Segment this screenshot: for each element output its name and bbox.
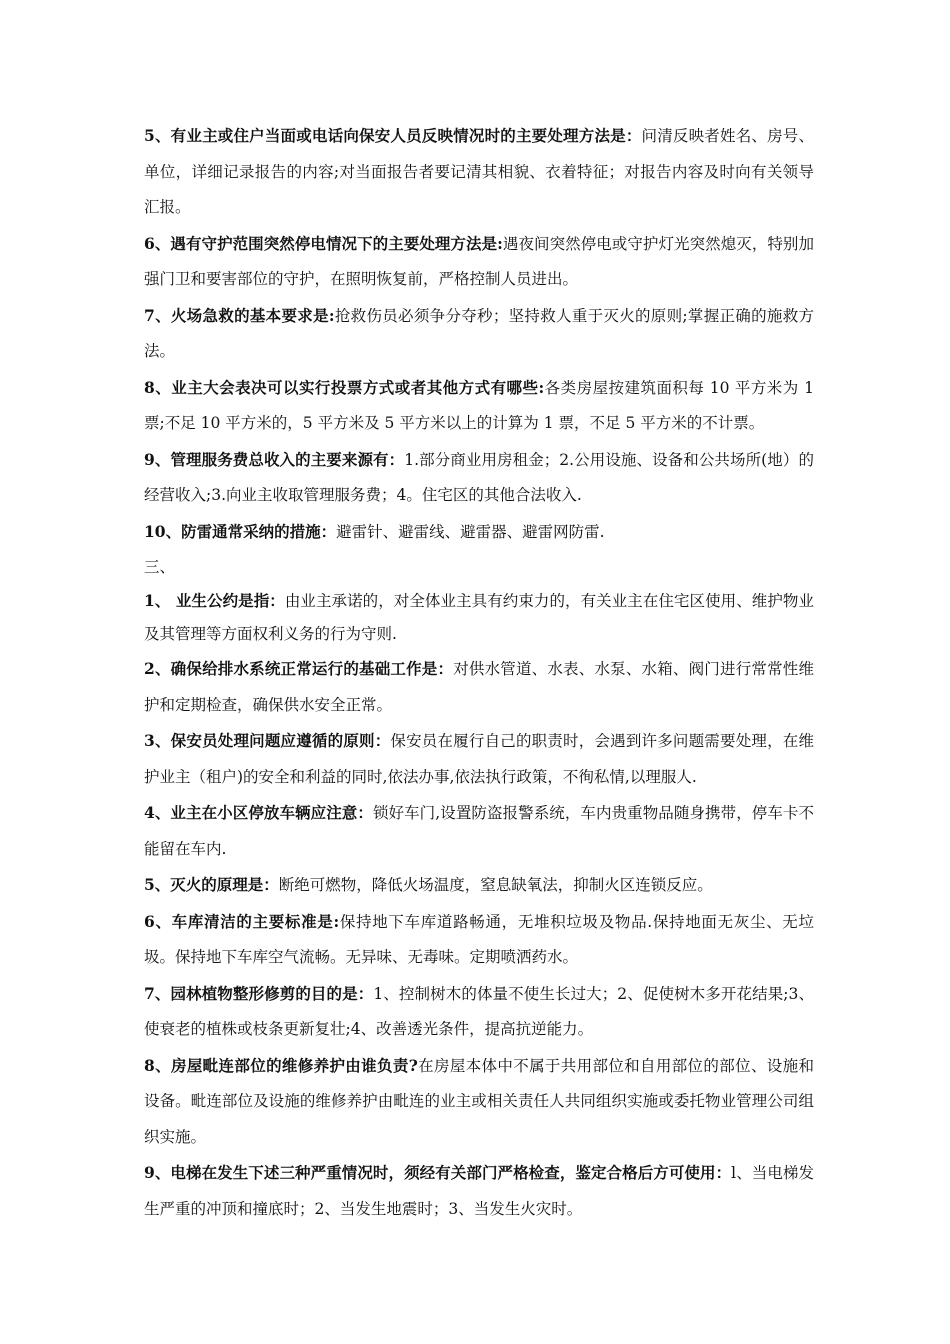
answer: 由业主承诺的，对全体业主具有约束力的，有关业主在住宅区使用、维护物业及其管理等方面权利义务的行为守则. [144,592,814,643]
answer: 避雷针、避雷线、避雷器、避雷网防雷. [336,522,605,541]
answer: 各类房屋按建筑面积每 10 平方米为 1 票;不足 10 平方米的，5 平方米及 5 平方米以上的计算为 1 票，不足 5 平方米的不计票。 [144,378,814,432]
answer: 锁好车门,设置防盗报警系统，车内贵重物品随身携带，停车卡不能留在车内. [144,804,814,858]
answer: 问清反映者姓名、房号、单位，详细记录报告的内容;对当面报告者要记清其相貌、衣着特征；对报告内容及时向有关领导汇报。 [144,127,814,216]
question: 6、遇有守护范围突然停电情况下的主要处理方法是: [144,233,503,253]
question: 1、 业生公约是指： [144,591,285,610]
question: 5、有业主或住户当面或电话向保安人员反映情况时的主要处理方法是： [144,126,642,145]
question: 2、确保给排水系统正常运行的基础工作是： [144,659,454,678]
answer: 保持地下车库道路畅通，无堆积垃圾及物品.保持地面无灰尘、无垃圾。保持地下车库空气流畅。无异味、无毒味。定期喷洒药水。 [144,912,814,966]
qa-item-5 [144,118,814,226]
answer: 1、控制树木的体量不使生长过大；2、促使树木多开花结果;3、使衰老的植株或枝条更新复壮;4、改善透光条件，提高抗逆能力。 [144,984,814,1038]
qa-item-6 [144,226,814,298]
answer: 在房屋本体中不属于共用部位和自用部位的部位、设施和设备。毗连部位及设施的维修养护由毗连的业主或相关责任人共同组织实施或委托物业管理公司组织实施。 [144,1056,814,1146]
qa-item-s3-9 [144,1155,814,1227]
qa-item-8 [144,370,814,442]
question: 9、电梯在发生下述三种严重情况时，须经有关部门严格检查，鉴定合格后方可使用： [144,1163,732,1182]
question: 3、保安员处理问题应遵循的原则： [144,731,391,750]
question: 7、火场急救的基本要求是: [144,305,335,325]
answer: 对供水管道、水表、水泵、水箱、阀门进行常常性维护和定期检查，确保供水安全正常。 [144,660,814,714]
question: 5、灭火的原理是： [144,875,279,894]
qa-item-s3-8 [144,1048,814,1156]
answer: 1.部分商业用房租金；2.公用设施、设备和公共场所(地）的经营收入;3.向业主收取管理服务费；4。住宅区的其他合法收入. [144,450,814,504]
question: 6、车库清洁的主要标准是: [144,911,340,931]
answer: 抢救伤员必须争分夺秒；坚持救人重于灭火的原则;掌握正确的施救方法。 [144,306,814,360]
qa-item-s3-3 [144,723,814,795]
document-page [144,118,814,1227]
qa-item-s3-5 [144,867,814,904]
answer: 保安员在履行自己的职责时，会遇到许多问题需要处理，在维护业主（租户)的安全和利益的同时,依法办事,依法执行政策，不徇私情,以理服人. [144,732,814,786]
qa-item-10 [144,514,814,551]
question: 10、防雷通常采纳的措施： [144,521,337,541]
answer: l、当电梯发生严重的冲顶和撞底时；2、当发生地震时；3、当发生火灾时。 [144,1164,814,1218]
qa-item-s3-4 [144,795,814,867]
qa-item-s3-6 [144,904,814,976]
answer: 遇夜间突然停电或守护灯光突然熄灭，特别加强门卫和要害部位的守护，在照明恢复前，严格控制人员进出。 [144,234,814,288]
qa-item-s3-7 [144,976,814,1048]
question: 4、业主在小区停放车辆应注意： [144,803,373,822]
answer: 断绝可燃物，降低火场温度，窒息缺氧法，抑制火区连锁反应。 [278,876,713,894]
qa-item-s3-2 [144,651,814,723]
qa-item-7 [144,298,814,370]
qa-item-s3-1 [144,584,814,651]
question: 7、园林植物整形修剪的目的是： [144,983,374,1003]
question: 8、房屋毗连部位的维修养护由谁负责? [144,1055,418,1075]
question: 8、业主大会表决可以实行投票方式或者其他方式有哪些: [144,377,545,397]
qa-item-9 [144,442,814,514]
section-heading: 三、 [144,558,176,576]
question: 9、管理服务费总收入的主要来源有： [144,449,405,469]
